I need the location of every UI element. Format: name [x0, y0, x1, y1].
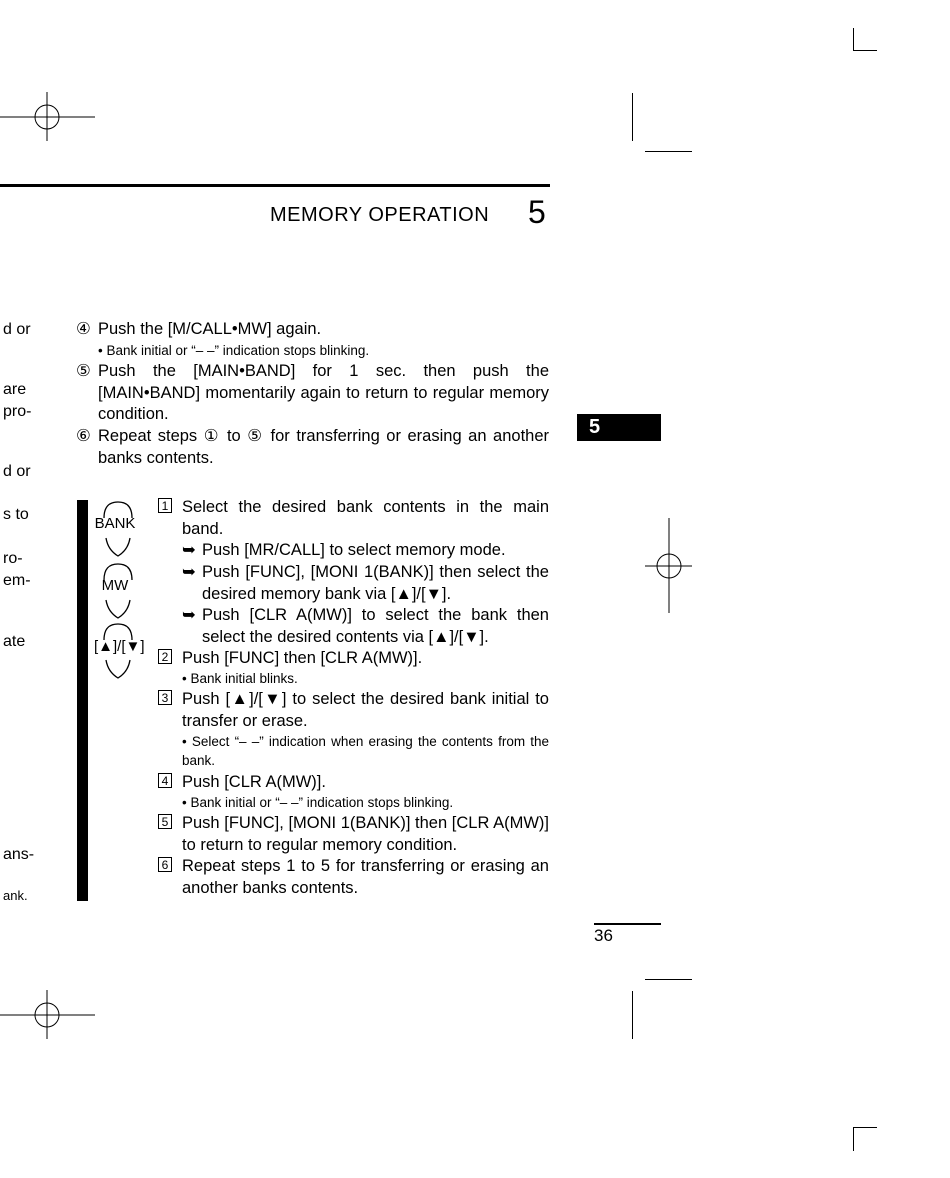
arrow-text: Push [MR/CALL] to select memory mode. [202, 541, 506, 559]
left-fragment: ank. [3, 888, 28, 903]
step-note: • Bank initial or “– –” indication stops blinking. [182, 795, 454, 810]
step-5 [76, 361, 549, 427]
box-step-4 [158, 772, 549, 794]
left-fragment: ans- [3, 846, 35, 863]
left-fragment: pro- [3, 403, 32, 420]
box-step-3 [158, 689, 549, 733]
arrow-item-3 [182, 605, 549, 649]
arrow-icon: ➥ [182, 606, 196, 624]
left-fragment: d or [3, 463, 31, 480]
arrow-item-2 [182, 562, 549, 606]
arrow-text: Push [CLR A(MW)] to select the bank then select the desired contents via [▲]/[▼]. [202, 606, 549, 646]
left-fragment: em- [3, 572, 31, 589]
crop-mark [853, 1127, 877, 1128]
key-label: [▲]/[▼] [94, 638, 145, 655]
step-text: Select the desired bank contents in the main band. [182, 498, 549, 538]
step-note: • Bank initial or “– –” indication stops blinking. [98, 342, 370, 358]
step-text: Push [FUNC] then [CLR A(MW)]. [182, 649, 423, 667]
registration-mark [0, 92, 96, 142]
step-text: Push the [MAIN•BAND] for 1 sec. then push the [MAIN•BAND] momentarily again to return to regular memory condition. [98, 362, 549, 423]
crop-mark [632, 93, 633, 141]
chapter-number: 5 [528, 194, 546, 230]
header-rule [0, 184, 550, 187]
step-text: Repeat steps ① to ⑤ for transferring or erasing an another banks contents. [98, 427, 549, 467]
arrow-item-1 [182, 540, 549, 562]
left-fragment: are [3, 381, 27, 398]
step-note: • Bank initial blinks. [182, 671, 298, 686]
chapter-tab-label: 5 [589, 416, 601, 438]
crop-mark [645, 151, 692, 152]
step-text: Push [CLR A(MW)]. [182, 773, 326, 791]
box-step-2 [158, 648, 549, 670]
crop-mark [853, 50, 877, 51]
arrow-text: Push [FUNC], [MONI 1(BANK)] then select the desired memory bank via [▲]/[▼]. [202, 563, 549, 603]
step-text: Push the [M/CALL•MW] again. [98, 320, 322, 338]
step-text: Repeat steps 1 to 5 for transferring or erasing an another banks contents. [182, 857, 549, 897]
left-fragment: ro- [3, 550, 23, 567]
registration-mark [645, 518, 693, 614]
key-label: BANK [94, 515, 136, 532]
step-number: 5 [158, 814, 172, 829]
step-number: 3 [158, 690, 172, 705]
arrow-icon: ➥ [182, 563, 196, 581]
page-number: 36 [594, 926, 613, 945]
arrow-icon: ➥ [182, 541, 196, 559]
step-number: ⑥ [76, 427, 91, 445]
step-note: • Select “– –” indication when erasing the contents from the bank. [182, 734, 549, 768]
step-number: 2 [158, 649, 172, 664]
key-label: MW [101, 577, 129, 594]
step-text: Push [▲]/[▼] to select the desired bank initial to transfer or erase. [182, 690, 549, 730]
left-fragment: d or [3, 321, 31, 338]
step-number: 4 [158, 773, 172, 788]
step-text: Push [FUNC], [MONI 1(BANK)] then [CLR A(MW)] to return to regular memory condition. [182, 814, 549, 854]
left-fragment: s to [3, 506, 29, 523]
step-number: ④ [76, 320, 91, 338]
procedure-bar [77, 500, 88, 901]
box-step-6 [158, 856, 549, 900]
crop-mark [632, 991, 633, 1039]
crop-mark [645, 979, 692, 980]
chapter-tab [577, 414, 661, 441]
left-fragment: ate [3, 633, 26, 650]
step-number: 6 [158, 857, 172, 872]
box-step-1 [158, 497, 549, 541]
crop-mark [853, 1127, 854, 1151]
page-title: MEMORY OPERATION [270, 204, 490, 226]
step-4 [76, 319, 549, 363]
box-step-5 [158, 813, 549, 857]
registration-mark [0, 990, 96, 1040]
step-6 [76, 426, 549, 470]
step-number: ⑤ [76, 362, 91, 380]
page-number-rule [594, 923, 661, 925]
crop-mark [853, 28, 854, 50]
step-number: 1 [158, 498, 172, 513]
